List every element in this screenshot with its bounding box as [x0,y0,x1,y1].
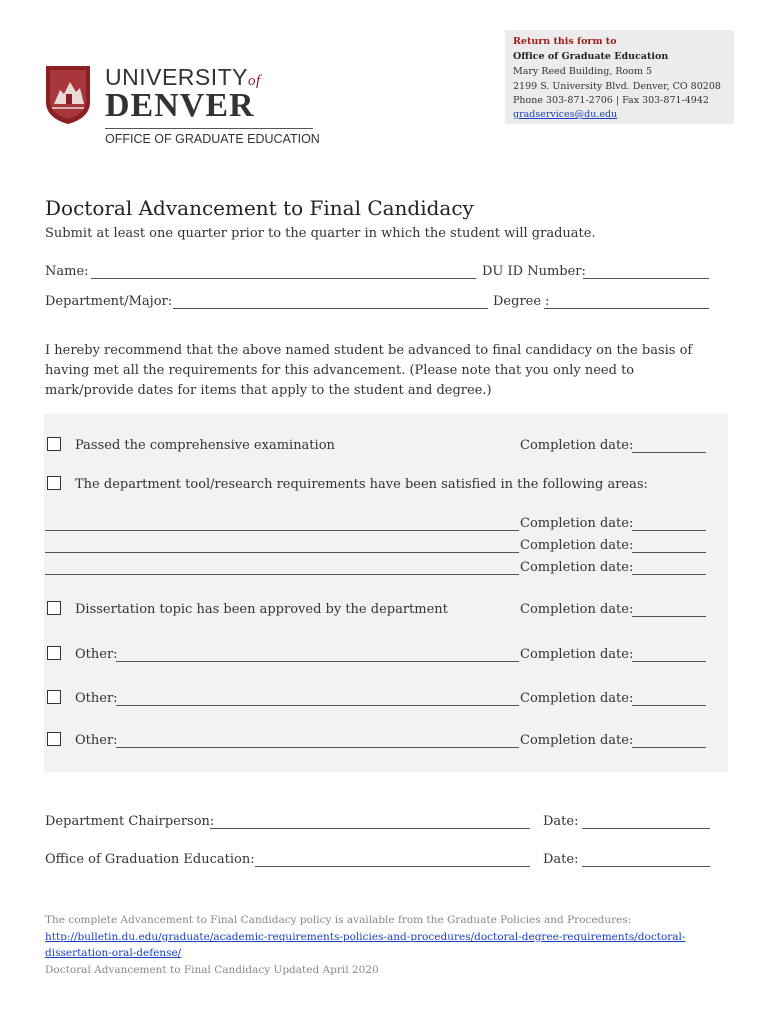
comprehensive-date-field[interactable] [632,438,706,453]
return-building: Mary Reed Building, Room 5 [513,66,653,77]
chair-date-label: Date: [543,814,579,829]
completion-date-label: Completion date: [520,516,634,531]
completion-date-label: Completion date: [520,733,634,748]
return-title: Return this form to [513,36,617,47]
completion-date-label: Completion date: [520,602,634,617]
degree-label: Degree : [493,294,550,309]
other-checkbox-1[interactable] [47,646,61,660]
other-label-3: Other: [75,733,118,748]
chair-date-field[interactable] [582,814,710,829]
office-date-label: Date: [543,852,579,867]
return-office: Office of Graduate Education [513,51,669,62]
tool-area-date-field-3[interactable] [632,560,706,575]
comprehensive-checkbox[interactable] [47,437,61,451]
tool-area-field-3[interactable] [45,560,519,575]
completion-date-label: Completion date: [520,538,634,553]
other-label-2: Other: [75,691,118,706]
logo-of-text: of [248,73,261,89]
recommendation-paragraph: I hereby recommend that the above named student be advanced to final candidacy on the basis of having met all the requirements for this advancement. (Please note that you only need to mark/provide dates for items that apply to the student and degree.) [45,343,693,398]
office-date-field[interactable] [582,852,710,867]
other-date-field-1[interactable] [632,647,706,662]
department-field[interactable] [173,294,488,309]
other-field-3[interactable] [116,733,519,748]
return-address: 2199 S. University Blvd. Denver, CO 80208 [513,81,721,92]
department-label: Department/Major: [45,294,173,309]
tool-area-field-2[interactable] [45,538,519,553]
policy-link-line-2[interactable]: dissertation-oral-defense/ [45,947,182,959]
completion-date-label: Completion date: [520,691,634,706]
logo-office-text: OFFICE OF GRADUATE EDUCATION [105,132,320,146]
completion-date-label: Completion date: [520,647,634,662]
other-label-1: Other: [75,647,118,662]
du-id-field[interactable] [583,264,709,279]
comprehensive-label: Passed the comprehensive examination [75,438,335,453]
requirements-panel [44,414,728,772]
university-logo [44,62,320,154]
policy-link-line-1[interactable]: http://bulletin.du.edu/graduate/academic-requirements-policies-and-procedures/doctoral-degree-requirements/doctoral- [45,931,686,943]
completion-date-label: Completion date: [520,438,634,453]
tool-area-date-field-2[interactable] [632,538,706,553]
other-field-1[interactable] [116,647,519,662]
other-checkbox-3[interactable] [47,732,61,746]
return-phone-fax: Phone 303-871-2706 | Fax 303-871-4942 [513,95,709,106]
tool-area-date-field-1[interactable] [632,516,706,531]
name-label: Name: [45,264,89,279]
completion-date-label: Completion date: [520,560,634,575]
other-field-2[interactable] [116,691,519,706]
footer-note: The complete Advancement to Final Candidacy policy is available from the Graduate Policies and Procedures: [45,914,632,926]
dissertation-label: Dissertation topic has been approved by the department [75,602,448,617]
dissertation-checkbox[interactable] [47,601,61,615]
du-id-label: DU ID Number: [482,264,586,279]
page-title: Doctoral Advancement to Final Candidacy [45,196,474,220]
degree-field[interactable] [544,294,709,309]
other-date-field-3[interactable] [632,733,706,748]
return-address-box [505,30,734,124]
shield-icon [44,64,92,126]
other-checkbox-2[interactable] [47,690,61,704]
dissertation-date-field[interactable] [632,602,706,617]
logo-university-text: UNIVERSITYof [105,64,261,90]
tool-requirements-checkbox[interactable] [47,476,61,490]
return-email-link[interactable]: gradservices@du.edu [513,109,618,120]
other-date-field-2[interactable] [632,691,706,706]
name-field[interactable] [91,264,476,279]
tool-requirements-label: The department tool/research requirements have been satisfied in the following areas: [75,477,648,492]
office-label: Office of Graduation Education: [45,852,255,867]
logo-denver-text: DENVER [105,87,255,124]
footer-updated: Doctoral Advancement to Final Candidacy Updated April 2020 [45,964,379,976]
chair-signature-field[interactable] [210,814,530,829]
page-subtitle: Submit at least one quarter prior to the quarter in which the student will graduate. [45,226,596,241]
chair-label: Department Chairperson: [45,814,215,829]
tool-area-field-1[interactable] [45,516,519,531]
office-signature-field[interactable] [255,852,530,867]
logo-divider [105,128,313,129]
